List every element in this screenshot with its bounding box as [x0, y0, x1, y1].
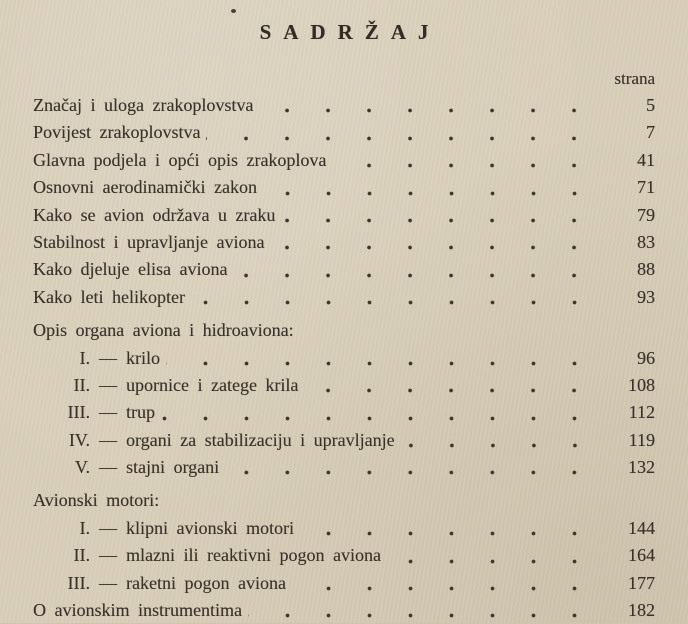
sub-entry-numeral: III. [67, 402, 90, 423]
toc-entry [33, 284, 655, 311]
toc-sub-entry [33, 427, 655, 454]
entry-page-number: 112 [628, 402, 655, 423]
entry-page-number: 88 [637, 259, 655, 280]
entry-page-number: 164 [628, 545, 655, 566]
sub-entry-dash: — [99, 517, 117, 538]
sub-entry-dash: — [99, 402, 117, 423]
entry-label: Stabilnost i upravljanje aviona [33, 231, 265, 252]
dot-leader [166, 345, 609, 372]
entry-page-number: 41 [637, 149, 655, 170]
dot-leader [263, 174, 609, 201]
toc-sub-entry [33, 399, 655, 426]
dot-leader [259, 92, 609, 119]
toc-sub-entry [33, 570, 655, 597]
entry-label: trup [126, 402, 155, 423]
ink-speck [231, 9, 236, 13]
entry-label: raketni pogon aviona [126, 572, 286, 593]
dot-leader [332, 147, 609, 174]
entry-label: Osnovni aerodinamički zakon [33, 177, 257, 198]
dot-leader [161, 399, 609, 426]
toc-entry [33, 256, 655, 283]
entry-label: Kako djeluje elisa aviona [33, 259, 228, 280]
entry-label: O avionskim instrumentima [33, 600, 242, 621]
section-label: Opis organa aviona i hidroaviona: [33, 320, 294, 341]
entry-label: stajni organi [126, 457, 220, 478]
sub-entry-numeral: II. [73, 374, 90, 395]
page-column-header: strana [614, 69, 655, 88]
entry-page-number: 93 [637, 286, 655, 307]
dot-leader [401, 427, 609, 454]
dot-leader [225, 454, 609, 481]
entry-page-number: 177 [628, 572, 655, 593]
entry-page-number: 7 [646, 122, 655, 143]
page-title: SADRŽAJ [259, 20, 441, 44]
entry-label: Kako se avion održava u zraku [33, 204, 276, 225]
entry-page-number: 5 [646, 95, 655, 115]
entry-label: organi za stabilizaciju i upravljanje [126, 429, 395, 450]
dot-leader [248, 597, 609, 624]
sub-entry-numeral: III. [67, 572, 90, 593]
entry-label: upornice i zatege krila [126, 374, 299, 395]
toc-entry [33, 597, 655, 624]
entry-label: klipni avionski motori [126, 517, 294, 538]
entry-page-number: 83 [637, 231, 655, 252]
toc-entry [33, 174, 655, 201]
entry-page-number: 132 [628, 457, 655, 478]
dot-leader [206, 119, 609, 146]
sub-entry-numeral: IV. [68, 429, 90, 450]
dot-leader [304, 372, 609, 399]
toc-entry [33, 92, 655, 119]
entry-page-number: 71 [637, 177, 655, 198]
dot-leader [191, 284, 609, 311]
sub-entry-numeral: II. [73, 545, 90, 566]
sub-entry-numeral: I. [79, 347, 90, 368]
dot-leader [387, 542, 609, 569]
toc-entry [33, 147, 655, 174]
sub-entry-dash: — [99, 347, 117, 368]
toc-sub-entry [33, 542, 655, 569]
dot-leader [270, 229, 609, 256]
dot-leader [233, 256, 609, 283]
toc-section-header [33, 317, 655, 344]
section-label: Avionski motori: [33, 490, 160, 511]
toc-section-header [33, 487, 655, 514]
entry-label: Kako leti helikopter [33, 286, 185, 307]
entry-page-number: 119 [628, 429, 655, 450]
toc-entry [33, 119, 655, 146]
entry-label: mlazni ili reaktivni pogon aviona [126, 545, 381, 566]
toc-sub-entry [33, 372, 655, 399]
toc-sub-entry [33, 345, 655, 372]
entry-page-number: 108 [628, 374, 655, 395]
toc-sub-entry [33, 515, 655, 542]
toc-entry [33, 202, 655, 229]
entry-page-number: 96 [637, 347, 655, 368]
toc-sub-entry [33, 454, 655, 481]
entry-page-number: 144 [628, 517, 655, 538]
sub-entry-dash: — [99, 457, 117, 478]
entry-label: Glavna podjela i opći opis zrakoplova [33, 149, 327, 170]
sub-entry-dash: — [99, 572, 117, 593]
toc-entry [33, 229, 655, 256]
sub-entry-dash: — [99, 429, 117, 450]
entry-page-number: 79 [637, 204, 655, 225]
sub-entry-numeral: I. [79, 517, 90, 538]
entry-label: krilo [126, 347, 160, 368]
dot-leader [300, 515, 609, 542]
dot-leader [292, 570, 609, 597]
entry-page-number: 182 [628, 600, 655, 621]
dot-leader [281, 202, 609, 229]
toc-list [33, 92, 655, 624]
sub-entry-dash: — [99, 374, 117, 395]
sub-entry-dash: — [99, 545, 117, 566]
sub-entry-numeral: V. [74, 457, 90, 478]
entry-label: Značaj i uloga zrakoplovstva [33, 95, 254, 115]
entry-label: Povijest zrakoplovstva [33, 122, 201, 143]
